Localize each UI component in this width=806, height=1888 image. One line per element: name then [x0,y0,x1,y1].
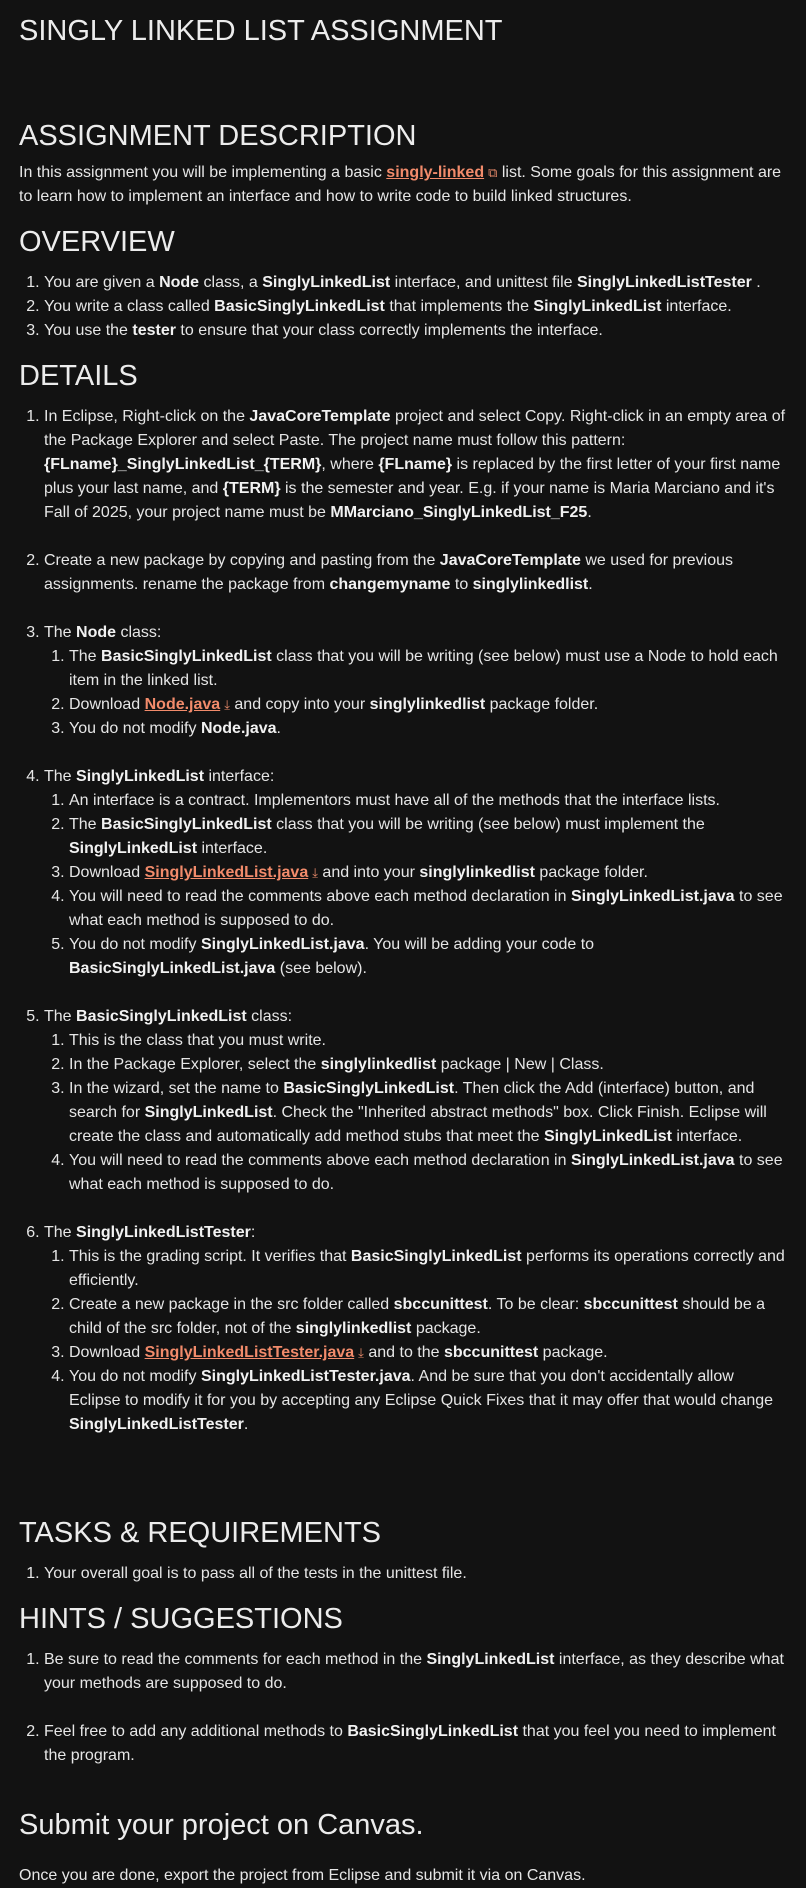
list-item: 5. The BasicSinglyLinkedList class: 1. This is the class that you must write. 2. In the Package Explorer, select the singlylinkedlist package | New | Class. 3. In the wizard, set the name to BasicSinglyLinkedList. Then click the Add (interface) button, and search for SinglyLinkedList. Check the "Inherited abstract methods" box. Click Finish. Eclipse will create the class and automatically add method stubs that meet the SinglyLinkedList interface. 4. You will need to read the comments above each method declaration in SinglyLinkedList.java to see what each method is supposed to do. [44,1005,787,1197]
list-item: 1. Be sure to read the comments for each method in the SinglyLinkedList interface, as they describe what your methods are supposed to do. [44,1648,787,1696]
submit-text: Once you are done, export the project from Eclipse and submit it via on Canvas. [19,1867,586,1884]
list-item: 2. Download Node.java ⤓ and copy into your singlylinkedlist package folder. [69,693,787,717]
list-item: 2. Create a new package by copying and pasting from the JavaCoreTemplate we used for previous assignments. rename the package from changemyname to singlylinkedlist. [44,549,787,597]
list-item: 3. You use the tester to ensure that your class correctly implements the interface. [44,319,787,343]
interface-sublist [44,789,787,981]
list-item: 1. This is the grading script. It verifies that BasicSinglyLinkedList performs its operations correctly and efficiently. [69,1245,787,1293]
node-sublist [44,645,787,741]
download-icon: ⤓ [224,697,230,712]
list-item: 4. You do not modify SinglyLinkedListTester.java. And be sure that you don't accidentally allow Eclipse to modify it for you by accepting any Eclipse Quick Fixes that it may offer that would change SinglyLinkedListTester. [69,1365,787,1437]
tester-sublist [44,1245,787,1437]
details-list [19,405,787,1437]
list-item: 3. Download SinglyLinkedListTester.java ⤓ and to the sbccunittest package. [69,1341,787,1365]
singlylinkedlist-java-download-link[interactable]: SinglyLinkedList.java [144,864,309,881]
external-link-icon: ⧉ [488,165,498,180]
list-item: 1. You are given a Node class, a SinglyLinkedList interface, and unittest file SinglyLinkedListTester . [44,271,787,295]
description-heading: ASSIGNMENT DESCRIPTION [19,120,417,152]
list-item: 2. Feel free to add any additional methods to BasicSinglyLinkedList that you feel you need to implement the program. [44,1720,787,1768]
list-item: 6. The SinglyLinkedListTester: 1. This is the grading script. It verifies that BasicSinglyLinkedList performs its operations correctly and efficiently. 2. Create a new package in the src folder called sbccunittest. To be clear: sbccunittest should be a child of the src folder, not of the singlylinkedlist package. 3. Download SinglyLinkedListTester.java ⤓ and to the sbccunittest package. 4. You do not modify SinglyLinkedListTester.java. And be sure that you don't accidentally allow Eclipse to modify it for you by accepting any Eclipse Quick Fixes that it may offer that would change SinglyLinkedListTester. [44,1221,787,1437]
list-item: 1. This is the class that you must write. [69,1029,787,1053]
download-icon: ⤓ [358,1345,364,1360]
download-icon: ⤓ [312,865,318,880]
list-item: 1. An interface is a contract. Implementors must have all of the methods that the interface lists. [69,789,787,813]
list-item: 2. You write a class called BasicSinglyLinkedList that implements the SinglyLinkedList interface. [44,295,787,319]
submit-heading: Submit your project on Canvas. [19,1809,424,1841]
hints-list [19,1648,787,1768]
overview-list [19,271,787,343]
list-item: 3. You do not modify Node.java. [69,717,787,741]
list-item: 2. In the Package Explorer, select the singlylinkedlist package | New | Class. [69,1053,787,1077]
description-text: In this assignment you will be implementing a basic singly-linked ⧉ list. Some goals for this assignment are to learn how to implement an interface and how to write code to build linked structures. [19,161,787,209]
node-java-download-link[interactable]: Node.java [144,696,221,713]
overview-heading: OVERVIEW [19,226,175,258]
list-item: 5. You do not modify SinglyLinkedList.java. You will be adding your code to BasicSinglyLinkedList.java (see below). [69,933,787,981]
list-item: 1. In Eclipse, Right-click on the JavaCoreTemplate project and select Copy. Right-click in an empty area of the Package Explorer and select Paste. The project name must follow this pattern: {FLname}_SinglyLinkedList_{TERM}, where {FLname} is replaced by the first letter of your first name plus your last name, and {TERM} is the semester and year. E.g. if your name is Maria Marciano and it's Fall of 2025, your project name must be MMarciano_SinglyLinkedList_F25. [44,405,787,525]
tasks-heading: TASKS & REQUIREMENTS [19,1517,382,1549]
list-item: 2. Create a new package in the src folder called sbccunittest. To be clear: sbccunittest should be a child of the src folder, not of the singlylinkedlist package. [69,1293,787,1341]
list-item: 3. The Node class: 1. The BasicSinglyLinkedList class that you will be writing (see below) must use a Node to hold each item in the linked list. 2. Download Node.java ⤓ and copy into your singlylinkedlist package folder. 3. You do not modify Node.java. [44,621,787,741]
list-item: 4. You will need to read the comments above each method declaration in SinglyLinkedList.java to see what each method is supposed to do. [69,885,787,933]
hints-heading: HINTS / SUGGESTIONS [19,1603,343,1635]
list-item: 2. The BasicSinglyLinkedList class that you will be writing (see below) must implement the SinglyLinkedList interface. [69,813,787,861]
list-item: 4. The SinglyLinkedList interface: 1. An interface is a contract. Implementors must have all of the methods that the interface lists. 2. The BasicSinglyLinkedList class that you will be writing (see below) must implement the SinglyLinkedList interface. 3. Download SinglyLinkedList.java ⤓ and into your singlylinkedlist package folder. 4. You will need to read the comments above each method declaration in SinglyLinkedList.java to see what each method is supposed to do. 5. You do not modify SinglyLinkedList.java. You will be adding your code to BasicSinglyLinkedList.java (see below). [44,765,787,981]
tester-java-download-link[interactable]: SinglyLinkedListTester.java [144,1344,355,1361]
singly-linked-link[interactable]: singly-linked [386,164,485,181]
list-item: 1. Your overall goal is to pass all of the tests in the unittest file. [44,1562,787,1586]
list-item: 3. Download SinglyLinkedList.java ⤓ and into your singlylinkedlist package folder. [69,861,787,885]
tasks-list [19,1562,787,1586]
basic-class-sublist [44,1029,787,1197]
details-heading: DETAILS [19,360,138,392]
list-item: 1. The BasicSinglyLinkedList class that you will be writing (see below) must use a Node to hold each item in the linked list. [69,645,787,693]
list-item: 4. You will need to read the comments above each method declaration in SinglyLinkedList.java to see what each method is supposed to do. [69,1149,787,1197]
list-item: 3. In the wizard, set the name to BasicSinglyLinkedList. Then click the Add (interface) button, and search for SinglyLinkedList. Check the "Inherited abstract methods" box. Click Finish. Eclipse will create the class and automatically add method stubs that meet the SinglyLinkedList interface. [69,1077,787,1149]
page-title: SINGLY LINKED LIST ASSIGNMENT [19,15,503,47]
